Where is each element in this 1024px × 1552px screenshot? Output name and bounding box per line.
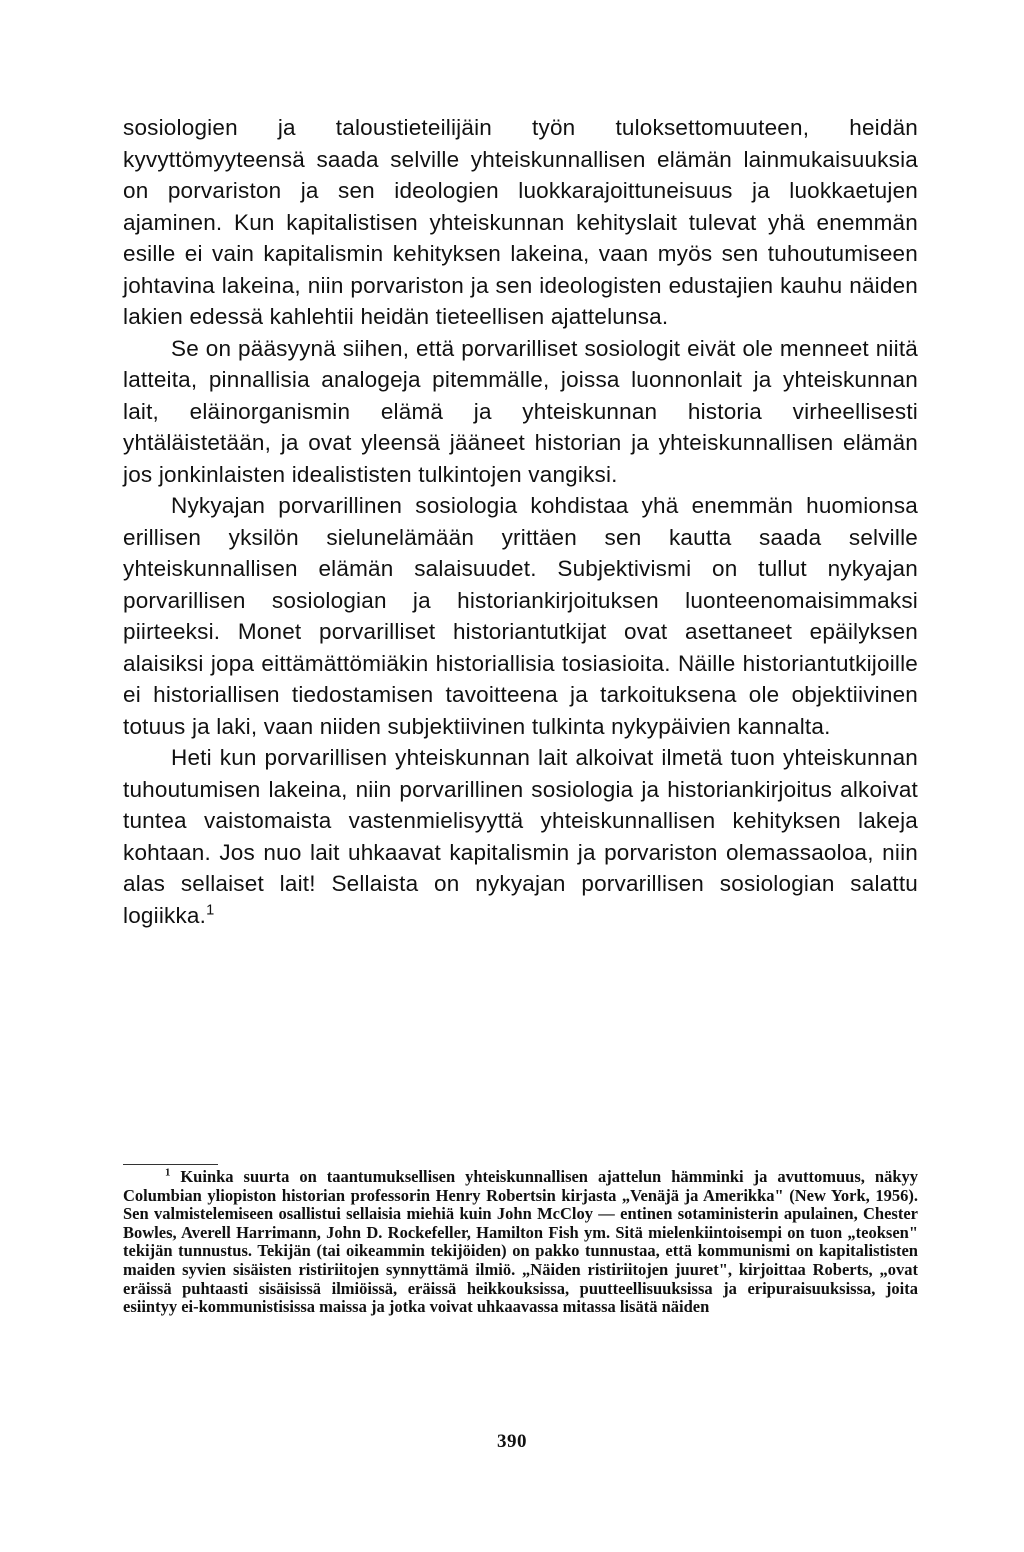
footnote <box>123 1168 918 1317</box>
footnote-reference: 1 <box>206 902 215 918</box>
footnote-separator <box>123 1164 218 1165</box>
paragraph-3: Nykyajan porvarillinen sosiologia kohdistaa yhä enemmän huomionsa erillisen yksilön sielunelämään yrittäen sen kautta saada selville yhteiskunnallisen elämän salaisuudet. Subjektivismi on tullut nykyajan porvarillisen sosiologian ja historiankirjoituksen luonteenomaisimmaksi piirteeksi. Monet porvarilliset historiantutkijat ovat asettaneet epäilyksen alaisiksi jopa eittämättömiäkin historiallisia tosiasioita. Näille historiantutkijoille ei historiallisen tiedostamisen tavoitteena ja tarkoituksena ole objektiivinen totuus ja laki, vaan niiden subjektiivinen tulkinta nykypäivien kannalta. <box>123 493 918 739</box>
footnote-marker: 1 <box>165 1166 171 1179</box>
footnote-text: Kuinka suurta on taantumuksellisen yhteiskunnallisen ajattelun hämminki ja avuttomuus, näkyy Columbian yliopiston historian professorin Henry Robertsin kirjasta „Venäjä ja Amerikka" (New York, 1956). Sen valmistelemiseen osallistui sellaisia miehiä kuin John McCloy — entinen sotaministerin apulainen, Chester Bowles, Averell Harrimann, John D. Rockefeller, Hamilton Fish ym. Sitä mielenkiintoisempi on tuon „teoksen" tekijän tunnustus. Tekijän (tai oikeammin tekijöiden) on pakko tunnustaa, että kommunismi on kapitalististen maiden syvien sisäisten ristiriitojen synnyttämä ilmiö. „Näiden ristiriitojen juuret", kirjoittaa Roberts, „ovat eräissä puhtaasti sisäisissä ilmiöissä, eräissä heikkouksissa, puutteellisuuksissa ja eripuraisuuksissa, joita esiintyy ei-kommunistisissa maissa ja jotka voivat uhkaavassa mitassa lisätä näiden <box>123 1167 918 1317</box>
paragraph-4 <box>123 742 918 931</box>
paragraph-1: sosiologien ja taloustieteilijäin työn tuloksettomuuteen, heidän kyvyttömyyteensä saada selville yhteiskunnallisen elämän lainmukaisuuksia on porvariston ja sen ideologien luokkarajoittuneisuus ja luokkaetujen ajaminen. Kun kapitalistisen yhteiskunnan kehityslait tulevat yhä enemmän esille ei vain kapitalismin kehityksen lakeina, vaan myös sen tuhoutumiseen johtavina lakeina, niin porvariston ja sen ideologisten edustajien kauhu näiden lakien edessä kahlehtii heidän tieteellisen ajattelunsa. <box>123 115 918 329</box>
page-number: 390 <box>497 1431 527 1452</box>
paragraph-4-text: Heti kun porvarillisen yhteiskunnan lait alkoivat ilmetä tuon yhteiskunnan tuhoutumisen lakeina, niin porvarillinen sosiologia ja historiankirjoitus alkoivat tuntea vaistomaista vastenmielisyyttä yhteiskunnallisen kehityksen lakeja kohtaan. Jos nuo lait uhkaavat kapitalismin ja porvariston olemassaoloa, niin alas sellaiset lait! Sellaista on nykyajan porvarillisen sosiologian salattu logiikka. <box>123 745 918 928</box>
footnote-paragraph <box>123 1168 918 1317</box>
main-text <box>123 112 918 931</box>
paragraph-2: Se on pääsyynä siihen, että porvarilliset sosiologit eivät ole menneet niitä latteita, pinnallisia analogeja pitemmälle, joissa luonnonlait ja yhteiskunnan lait, eläinorganismin elämä ja yhteiskunnan historia virheellisesti yhtäläistetään, ja ovat yleensä jääneet historian ja yhteiskunnallisen elämän jos jonkinlaisten idealististen tulkintojen vangiksi. <box>123 335 918 487</box>
